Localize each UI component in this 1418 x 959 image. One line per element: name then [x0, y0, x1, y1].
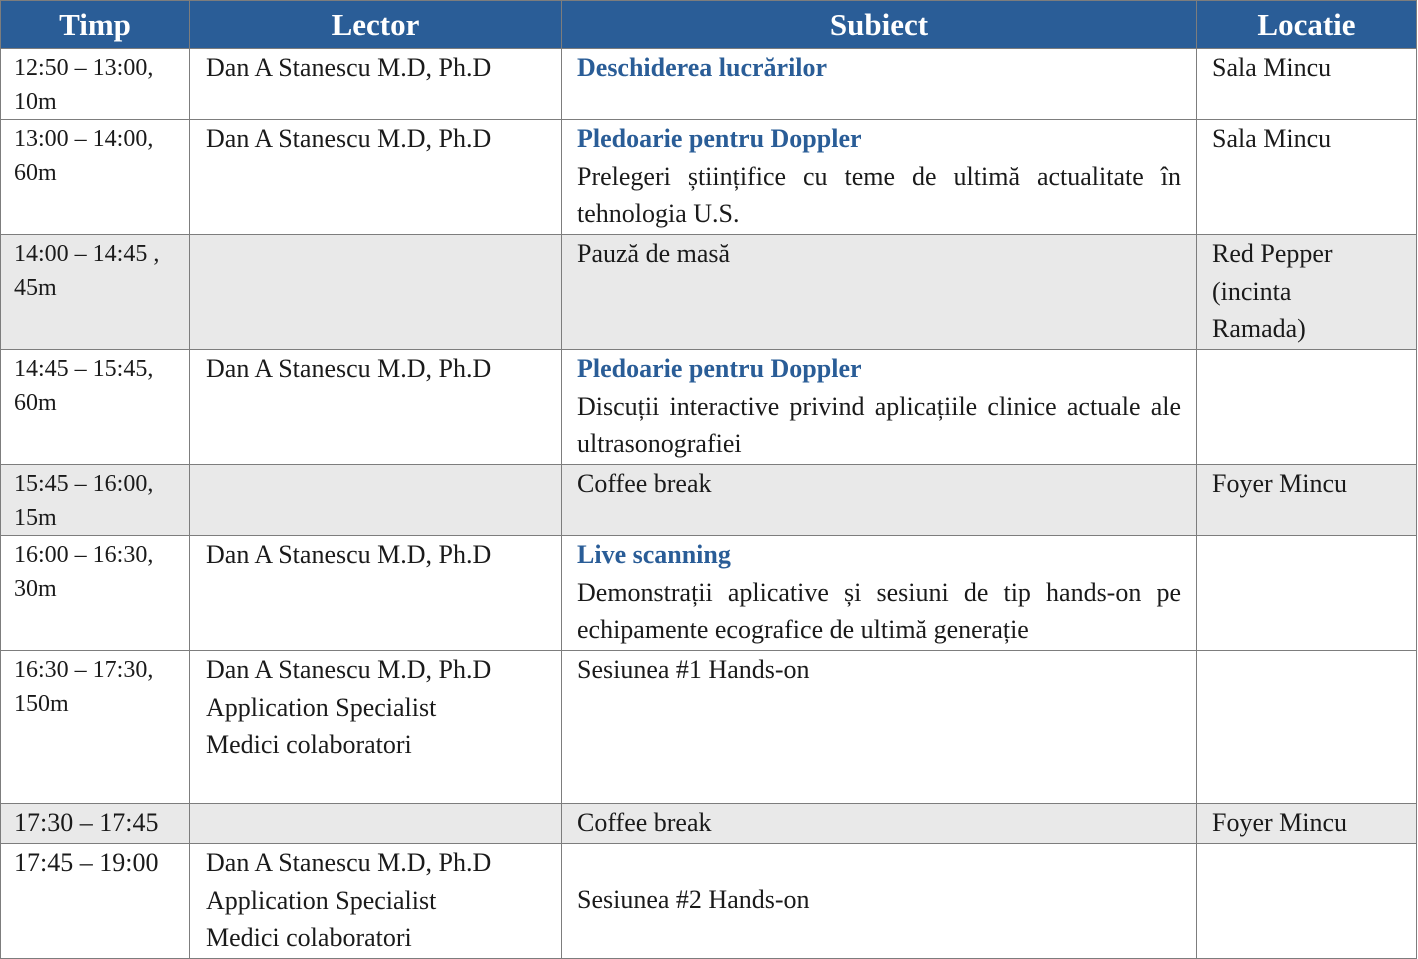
time-cell: 17:45 – 19:00 — [1, 844, 190, 959]
location-cell — [1197, 651, 1417, 804]
lector-cell: Dan A Stanescu M.D, Ph.D — [190, 49, 562, 120]
table-row — [1, 49, 1417, 120]
session-description: Discuții interactive privind aplicațiile clinice actuale ale ultrasonografiei — [577, 391, 1181, 458]
table-row — [1, 536, 1417, 651]
header-time: Timp — [1, 1, 190, 49]
session-description: Sesiunea #2 Hands-on — [577, 885, 810, 914]
lector-cell: Dan A Stanescu M.D, Ph.D — [190, 120, 562, 235]
lector-line: Application Specialist — [206, 885, 437, 915]
time-cell: 13:00 – 14:00, 60m — [1, 120, 190, 235]
session-title: Live scanning — [577, 540, 731, 569]
header-lector: Lector — [190, 1, 562, 49]
table-row — [1, 120, 1417, 235]
subject-cell — [562, 651, 1197, 804]
lector-cell: Dan A Stanescu M.D, Ph.D — [190, 350, 562, 465]
location-cell: Sala Mincu — [1197, 49, 1417, 120]
session-description: Pauză de masă — [577, 239, 731, 268]
subject-cell — [562, 465, 1197, 536]
location-cell — [1197, 350, 1417, 465]
time-cell: 16:30 – 17:30, 150m — [1, 651, 190, 804]
subject-cell — [562, 804, 1197, 844]
location-cell — [1197, 844, 1417, 959]
session-description: Coffee break — [577, 808, 712, 837]
table-row — [1, 804, 1417, 844]
session-title: Pledoarie pentru Doppler — [577, 354, 862, 383]
table-row — [1, 844, 1417, 959]
session-description: Prelegeri științifice cu teme de ultimă actualitate în tehnologia U.S. — [577, 161, 1181, 228]
time-cell: 14:00 – 14:45 , 45m — [1, 235, 190, 350]
lector-cell: Dan A Stanescu M.D, Ph.D — [190, 536, 562, 651]
lector-line: Dan A Stanescu M.D, Ph.D — [206, 848, 492, 877]
session-description: Coffee break — [577, 469, 712, 498]
header-row — [1, 1, 1417, 49]
location-cell — [1197, 536, 1417, 651]
session-title: Pledoarie pentru Doppler — [577, 124, 862, 153]
subject-cell — [562, 120, 1197, 235]
header-subject: Subiect — [562, 1, 1197, 49]
time-cell: 15:45 – 16:00, 15m — [1, 465, 190, 536]
subject-cell — [562, 350, 1197, 465]
time-cell: 17:30 – 17:45 — [1, 804, 190, 844]
location-cell: Red Pepper (incinta Ramada) — [1197, 235, 1417, 350]
lector-line: Application Specialist — [206, 692, 437, 722]
subject-cell — [562, 49, 1197, 120]
subject-cell — [562, 844, 1197, 959]
table-row — [1, 235, 1417, 350]
lector-cell — [190, 844, 562, 959]
lector-cell — [190, 235, 562, 350]
table-row — [1, 651, 1417, 804]
lector-line: Medici colaboratori — [206, 923, 412, 952]
subject-cell — [562, 536, 1197, 651]
lector-cell — [190, 465, 562, 536]
subject-cell — [562, 235, 1197, 350]
table-row — [1, 350, 1417, 465]
location-cell: Sala Mincu — [1197, 120, 1417, 235]
lector-cell — [190, 804, 562, 844]
time-cell: 16:00 – 16:30, 30m — [1, 536, 190, 651]
location-cell: Foyer Mincu — [1197, 804, 1417, 844]
header-location: Locatie — [1197, 1, 1417, 49]
table-row — [1, 465, 1417, 536]
session-description: Demonstrații aplicative și sesiuni de tip hands-on pe echipamente ecografice de ultimă generație — [577, 577, 1181, 644]
lector-cell — [190, 651, 562, 804]
time-cell: 12:50 – 13:00, 10m — [1, 49, 190, 120]
lector-line: Medici colaboratori — [206, 730, 412, 759]
lector-line: Dan A Stanescu M.D, Ph.D — [206, 655, 492, 684]
session-title: Deschiderea lucrărilor — [577, 53, 828, 82]
location-cell: Foyer Mincu — [1197, 465, 1417, 536]
time-cell: 14:45 – 15:45, 60m — [1, 350, 190, 465]
session-description: Sesiunea #1 Hands-on — [577, 655, 810, 684]
